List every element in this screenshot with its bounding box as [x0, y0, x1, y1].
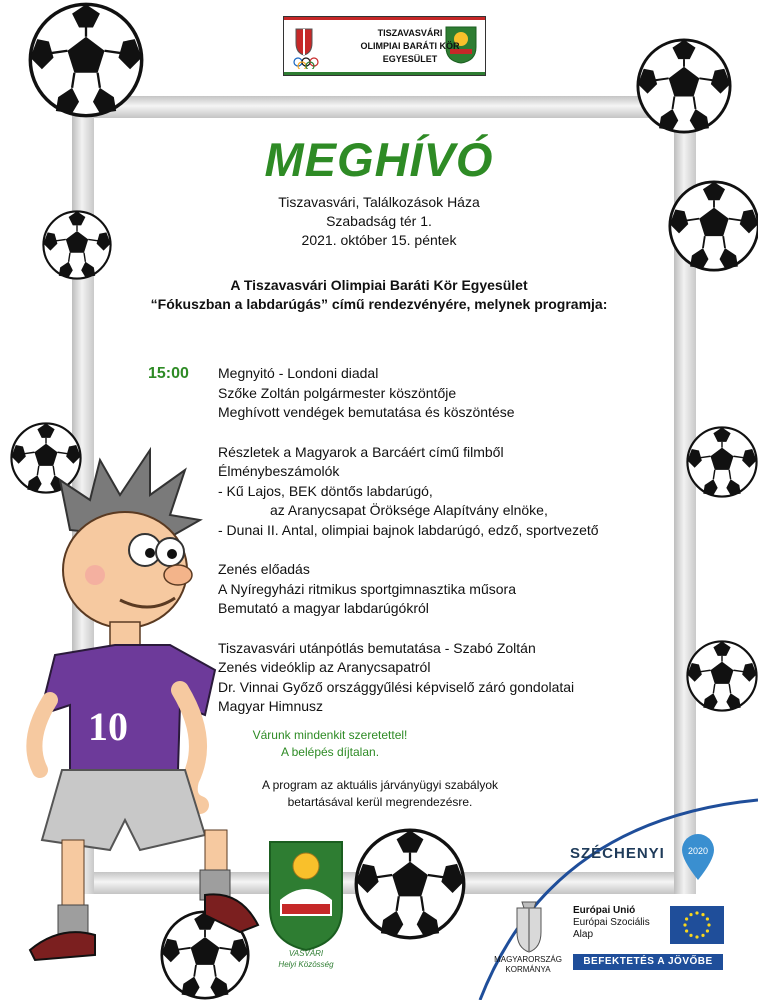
program-item: - Kű Lajos, BEK döntős labdarúgó,	[218, 482, 433, 499]
program-item: Élménybeszámolók	[218, 463, 340, 479]
soccer-ball-icon	[354, 828, 466, 940]
soccer-ball-icon	[636, 38, 732, 134]
befektetes-banner: BEFEKTETÉS A JÖVŐBE	[573, 954, 723, 970]
program-item: Magyar Himnusz	[218, 698, 324, 714]
szechenyi-year: 2020	[687, 846, 709, 856]
soccer-ball-icon	[686, 640, 758, 712]
venue-line: Szabadság tér 1.	[326, 213, 432, 229]
frame-top-bar	[72, 96, 696, 118]
coat-of-arms-icon	[290, 25, 336, 69]
vasvari-name: VASVÁRI	[288, 949, 324, 958]
intro-text	[0, 276, 758, 314]
kormany-caption	[488, 955, 568, 975]
program-item: Meghívott vendégek bemutatása és köszöntése	[218, 404, 515, 420]
program-item: az Aranycsapat Öröksége Alapítvány elnöke,	[270, 502, 548, 518]
eu-flag-icon	[670, 906, 724, 944]
vasvari-crest-icon	[266, 838, 346, 956]
organization-name	[340, 27, 480, 66]
venue-info	[0, 193, 758, 250]
kormany-line: KORMÁNYA	[505, 965, 551, 974]
vasvari-subtitle: Helyi Közösség	[278, 960, 334, 969]
cartoon-footballer-icon	[0, 440, 270, 1000]
intro-line: A Tiszavasvári Olimpiai Baráti Kör Egyesület	[230, 277, 528, 293]
eu-fund-label	[573, 905, 650, 941]
program-item: A Nyíregyházi ritmikus sportgimnasztika műsora	[218, 580, 516, 597]
program-item: Zenés videóklip az Aranycsapatról	[218, 659, 431, 675]
venue-date: 2021. október 15. péntek	[301, 232, 457, 248]
program-list	[218, 364, 599, 717]
org-name-line: TISZAVASVÁRI	[377, 28, 443, 38]
eu-line: Európai Unió	[573, 905, 636, 916]
note-line: A program az aktuális járványügyi szabályok	[261, 778, 499, 792]
hungarian-coat-of-arms-icon	[514, 898, 544, 954]
welcome-line: Várunk mindenkit szeretettel!	[252, 728, 408, 742]
program-item: Dr. Vinnai Győző országgyűlési képviselő záró gondolatai	[218, 678, 575, 695]
soccer-ball-icon	[686, 426, 758, 498]
program-item: Tiszavasvári utánpótlás bemutatása - Szabó Zoltán	[218, 639, 536, 656]
intro-line: “Fókuszban a labdarúgás” című rendezvényére, melynek programja:	[150, 296, 608, 312]
kormany-line: MAGYARORSZÁG	[494, 955, 562, 964]
program-item: - Dunai II. Antal, olimpiai bajnok labdarúgó, edző, sportvezető	[218, 521, 599, 538]
welcome-message	[250, 727, 410, 761]
org-name-line: EGYESÜLET	[382, 54, 438, 64]
program-item: Szőke Zoltán polgármester köszöntője	[218, 384, 457, 401]
szechenyi-pin-icon	[678, 832, 718, 882]
note-line: betartásával kerül megrendezésre.	[287, 795, 473, 809]
program-item: Zenés előadás	[218, 561, 310, 577]
program-item: Megnyitó - Londoni diadal	[218, 365, 379, 381]
organization-logo	[283, 16, 486, 76]
jersey-number: 10	[88, 704, 128, 749]
page-title: MEGHÍVÓ	[264, 133, 494, 186]
szechenyi-logo: SZÉCHENYI	[570, 845, 665, 862]
eu-line: Európai Szociális	[573, 917, 650, 928]
program-item: Részletek a Magyarok a Barcáért című filmből	[218, 443, 504, 460]
welcome-line: A belépés díjtalan.	[280, 745, 380, 759]
soccer-ball-icon	[28, 2, 144, 118]
program-item: Bemutató a magyar labdarúgókról	[218, 600, 429, 616]
eu-line: Alap	[573, 929, 594, 940]
venue-line: Tiszavasvári, Találkozások Háza	[278, 194, 480, 210]
org-name-line: OLIMPIAI BARÁTI KÖR	[360, 41, 460, 51]
program-start-time: 15:00	[148, 365, 189, 382]
vasvari-caption	[262, 948, 350, 970]
